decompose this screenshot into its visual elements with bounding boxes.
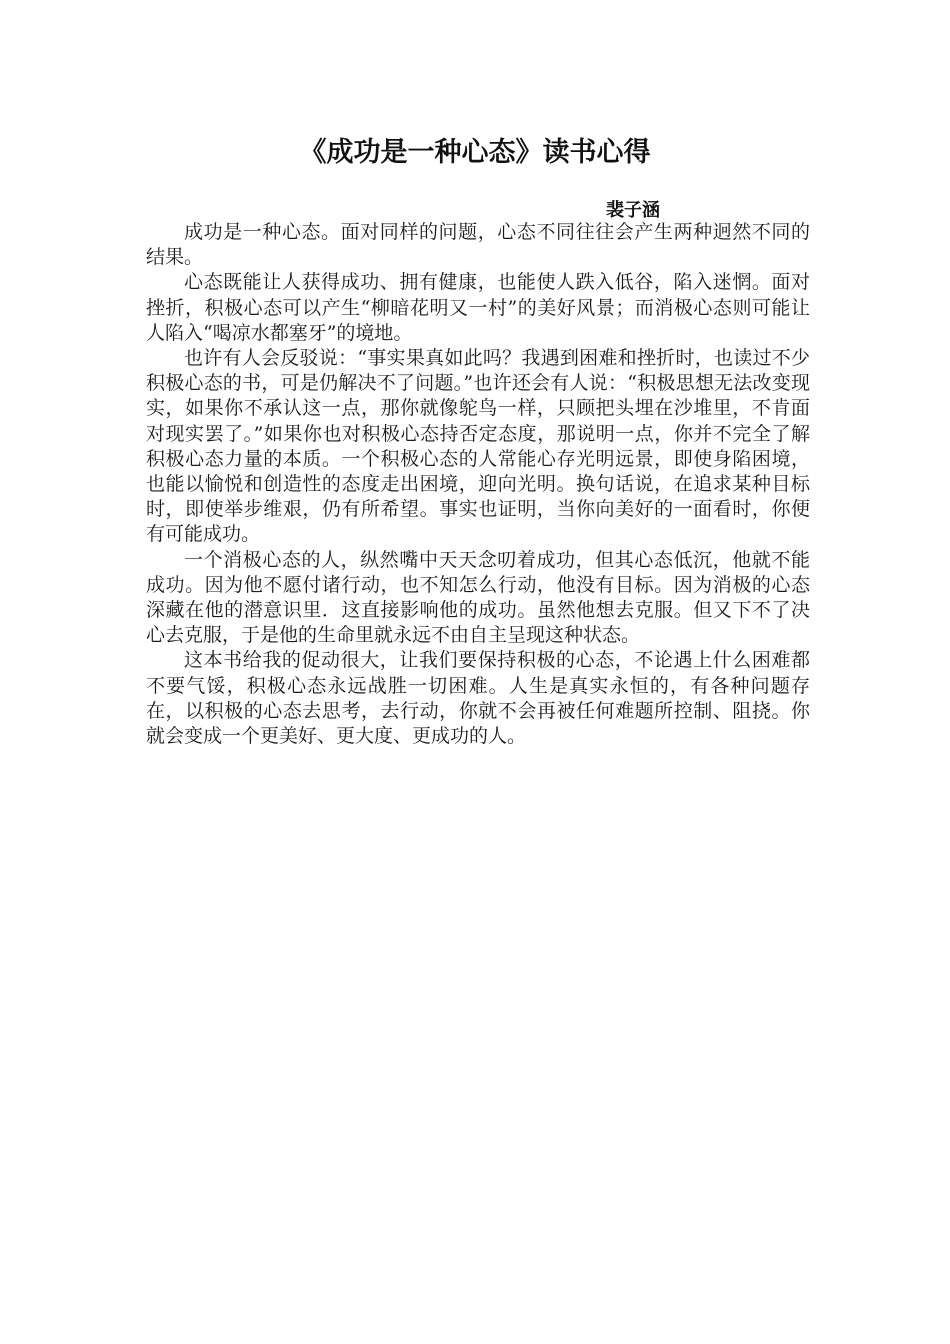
document-title: 《成功是一种心态》读书心得 bbox=[299, 137, 651, 168]
document-body bbox=[146, 220, 810, 749]
paragraph: 一个消极心态的人，纵然嘴中天天念叨着成功，但其心态低沉，他就不能成功。因为他不愿付诸行动，也不知怎么行动，他没有目标。因为消极的心态深藏在他的潜意识里．这直接影响他的成功。虽然他想去克服。但又下不了决心去克服，于是他的生命里就永远不由自主呈现这种状态。 bbox=[146, 548, 810, 647]
paragraph: 成功是一种心态。面对同样的问题，心态不同往往会产生两种迥然不同的结果。 bbox=[146, 221, 810, 269]
paragraph: 也许有人会反驳说：“事实果真如此吗？我遇到困难和挫折时，也读过不少积极心态的书，可是仍解决不了问题。”也许还会有人说：“积极思想无法改变现实，如果你不承认这一点，那你就像鸵鸟一样，只顾把头埋在沙堆里，不肯面对现实罢了。”如果你也对积极心态持否定态度，那说明一点，你并不完全了解积极心态力量的本质。一个积极心态的人常能心存光明远景，即使身陷困境，也能以愉悦和创造性的态度走出困境，迎向光明。换句话说，在追求某种目标时，即使举步维艰，仍有所希望。事实也证明，当你向美好的一面看时，你便有可能成功。 bbox=[146, 347, 810, 546]
paragraph: 心态既能让人获得成功、拥有健康，也能使人跌入低谷，陷入迷惘。面对挫折，积极心态可以产生“柳暗花明又一村”的美好风景；而消极心态则可能让人陷入“喝凉水都塞牙”的境地。 bbox=[146, 271, 810, 344]
paragraph: 这本书给我的促动很大，让我们要保持积极的心态，不论遇上什么困难都不要气馁，积极心态永远战胜一切困难。人生是真实永恒的，有各种问题存在，以积极的心态去思考，去行动，你就不会再被任何难题所控制、阻挠。你就会变成一个更美好、更大度、更成功的人。 bbox=[146, 649, 810, 748]
author-name: 裴子涵 bbox=[606, 200, 660, 221]
